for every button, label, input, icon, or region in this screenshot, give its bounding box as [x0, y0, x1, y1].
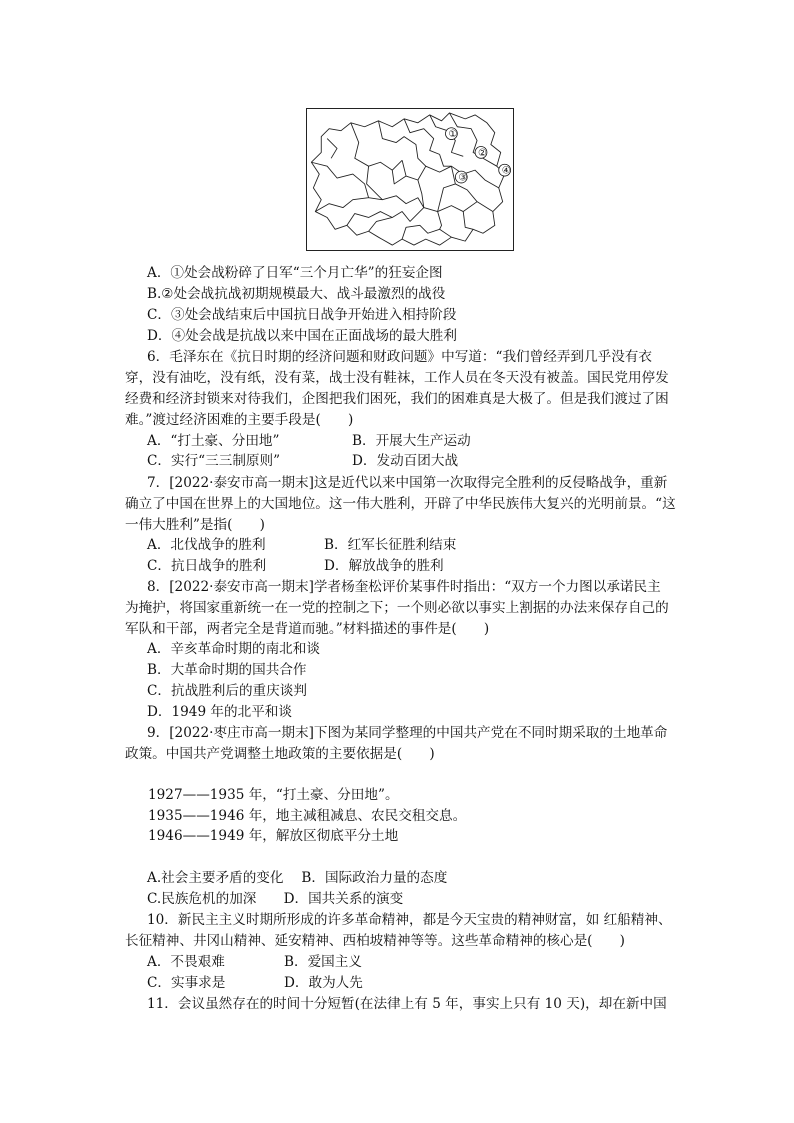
q5-option-d: D．④处会战是抗战以来中国在正面战场的最大胜利: [147, 328, 457, 344]
q10-option-c: C．实事求是: [147, 975, 226, 991]
q6-stem-line-3: 经费和经济封锁来对待我们，企图把我们困死，我们的困难真是大极了。但是我们渡过了困: [125, 391, 669, 407]
q10-option-b: B．爱国主义: [284, 954, 362, 970]
q8-option-d: D．1949 年的北平和谈: [147, 704, 292, 720]
q8-stem-line-1: 8．[2022·泰安市高一期末]学者杨奎松评价某事件时指出：“双方一个力图以承诺民主: [147, 579, 661, 595]
q9-stem-line-1: 9．[2022·枣庄市高一期末]下图为某同学整理的中国共产党在不同时期采取的土地革命: [147, 725, 668, 741]
q5-option-a: A．①处会战粉碎了日军“三个月亡华”的狂妄企图: [147, 265, 443, 281]
q8-option-c: C．抗战胜利后的重庆谈判: [147, 683, 307, 699]
q8-stem-line-2: 为掩护，将国家重新统一在一党的控制之下；一个则必欲以事实上割据的办法来保存自己的: [125, 600, 669, 616]
q7-option-a: A．北伐战争的胜利: [147, 537, 266, 553]
q7-option-c: C．抗日战争的胜利: [147, 558, 267, 574]
q6-stem-line-2: 穿，没有油吃，没有纸，没有菜，战士没有鞋袜，工作人员在冬天没有被盖。国民党用停发: [125, 370, 669, 386]
q7-stem-line-3: 一伟大胜利”是指( ): [125, 517, 265, 533]
q9-options-cd: C.民族危机的加深 D．国共关系的演变: [147, 891, 404, 907]
q9-stem-line-2: 政策。中国共产党调整土地政策的主要依据是( ): [125, 746, 435, 762]
q6-stem-line-1: 6．毛泽东在《抗日时期的经济问题和财政问题》中写道：“我们曾经弄到几乎没有衣: [147, 349, 652, 365]
q9-table-row-3: 1946——1949 年，解放区彻底平分土地: [148, 828, 399, 844]
q9-table-row-2: 1935——1946 年，地主减租减息、农民交租交息。: [148, 808, 467, 824]
q9-table-row-1: 1927——1935 年，“打土豪、分田地”。: [148, 787, 399, 803]
q8-option-b: B．大革命时期的国共合作: [147, 662, 307, 678]
q10-option-a: A．不畏艰难: [147, 954, 225, 970]
q6-option-d: D．发动百团大战: [352, 453, 459, 469]
q11-stem-line-1: 11．会议虽然存在的时间十分短暂(在法律上有 5 年，事实上只有 10 天)，却在新中国: [147, 996, 667, 1012]
q7-stem-line-2: 确立了中国在世界上的大国地位。这一伟大胜利，开辟了中华民族伟大复兴的光明前景。“这: [125, 496, 676, 512]
q6-option-c: C．实行“三三制原则”: [147, 453, 281, 469]
map-label-3: ③: [458, 172, 468, 184]
q8-option-a: A．辛亥革命时期的南北和谈: [147, 641, 320, 657]
q5-option-b: B.②处会战抗战初期规模最大、战斗最激烈的战役: [147, 286, 446, 302]
q7-stem-line-1: 7．[2022·泰安市高一期末]这是近代以来中国第一次取得完全胜利的反侵略战争，重新: [147, 475, 668, 491]
map-label-4: ④: [501, 165, 511, 177]
q10-option-d: D．敢为人先: [284, 975, 363, 991]
q6-stem-line-4: 难。”渡过经济困难的主要手段是( ): [125, 412, 354, 428]
q5-option-c: C．③处会战结束后中国抗日战争开始进入相持阶段: [147, 307, 457, 323]
q8-stem-line-3: 军队和干部，两者完全是背道而驰。”材料描述的事件是( ): [125, 621, 490, 637]
q7-option-d: D．解放战争的胜利: [324, 558, 444, 574]
map-label-2: ②: [478, 147, 487, 159]
q6-option-b: B．开展大生产运动: [352, 433, 471, 449]
q7-option-b: B．红军长征胜利结束: [324, 537, 457, 553]
map-label-1: ①: [448, 129, 458, 141]
q6-option-a: A．“打土豪、分田地”: [147, 433, 280, 449]
q10-stem-line-2: 长征精神、井冈山精神、延安精神、西柏坡精神等等。这些革命精神的核心是( ): [125, 933, 625, 949]
map-outline-figure: [307, 109, 513, 250]
q9-options-ab: A.社会主要矛盾的变化 B．国际政治力量的态度: [147, 870, 448, 886]
china-battle-map: [306, 108, 514, 251]
q10-stem-line-1: 10．新民主主义时期所形成的许多革命精神，都是今天宝贵的精神财富，如 红船精神、: [147, 912, 672, 928]
